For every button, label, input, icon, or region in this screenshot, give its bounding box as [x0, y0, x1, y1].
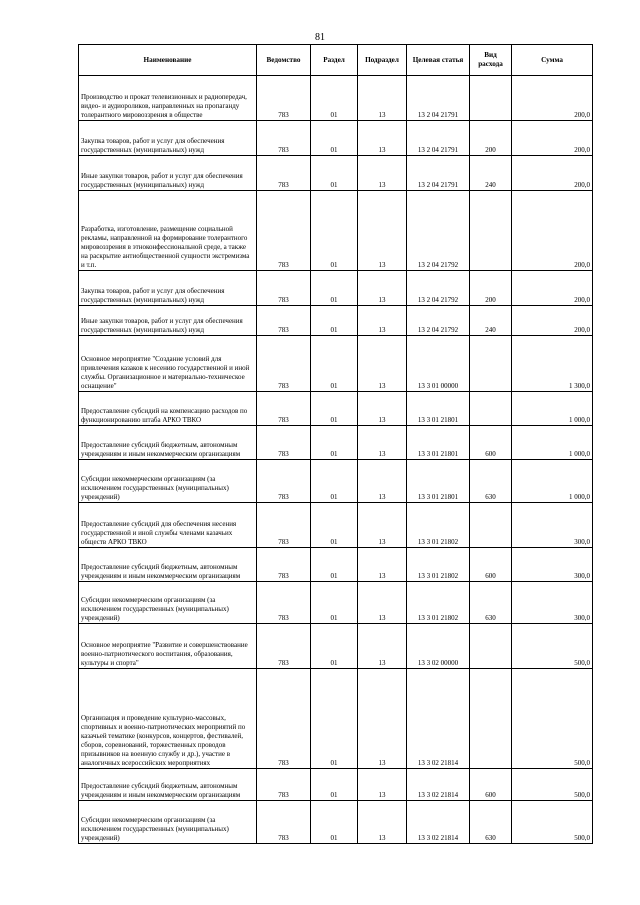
row-subsection: 13: [358, 156, 407, 191]
row-section: 01: [311, 306, 358, 336]
table-row: [79, 121, 593, 156]
row-sum: 500,0: [512, 669, 593, 769]
row-expense-kind: 240: [470, 156, 512, 191]
table-row: [79, 191, 593, 271]
row-sum: 200,0: [512, 76, 593, 121]
row-target-article: 13 2 04 21791: [407, 121, 470, 156]
row-target-article: 13 2 04 21792: [407, 271, 470, 306]
row-expense-kind: [470, 392, 512, 426]
row-name: Предоставление субсидий для обеспечения несения государственной и иной службы членами казачьих обществ АРКО ТВКО: [79, 503, 257, 548]
row-section: 01: [311, 426, 358, 460]
table-row: [79, 271, 593, 306]
table-row: [79, 801, 593, 844]
row-sum: 200,0: [512, 306, 593, 336]
table-row: [79, 76, 593, 121]
row-name: Организация и проведение культурно-массовых, спортивных и военно-патриотических мероприятий по казачьей тематике (конкурсов, концертов, фестивалей, сборов, соревнований, торжественных проводов призывников на военную службу и др.), участие в аналогичных всероссийских мероприятиях: [79, 669, 257, 769]
row-sum: 500,0: [512, 801, 593, 844]
row-target-article: 13 3 01 21801: [407, 460, 470, 503]
row-target-article: 13 2 04 21792: [407, 191, 470, 271]
col-header-subsection: Подраздел: [358, 45, 407, 76]
row-expense-kind: 600: [470, 548, 512, 582]
row-subsection: 13: [358, 392, 407, 426]
row-target-article: 13 3 02 21814: [407, 769, 470, 801]
row-sum: 200,0: [512, 271, 593, 306]
row-subsection: 13: [358, 426, 407, 460]
table-row: [79, 669, 593, 769]
row-subsection: 13: [358, 76, 407, 121]
row-expense-kind: 600: [470, 769, 512, 801]
row-department: 783: [257, 460, 311, 503]
row-subsection: 13: [358, 669, 407, 769]
row-subsection: 13: [358, 336, 407, 392]
row-section: 01: [311, 669, 358, 769]
row-target-article: 13 3 01 00000: [407, 336, 470, 392]
row-department: 783: [257, 392, 311, 426]
row-name: Закупка товаров, работ и услуг для обеспечения государственных (муниципальных) нужд: [79, 121, 257, 156]
row-subsection: 13: [358, 191, 407, 271]
row-section: 01: [311, 121, 358, 156]
row-target-article: 13 3 01 21801: [407, 426, 470, 460]
row-name: Иные закупки товаров, работ и услуг для обеспечения государственных (муниципальных) нужд: [79, 306, 257, 336]
row-section: 01: [311, 392, 358, 426]
row-expense-kind: 600: [470, 426, 512, 460]
row-section: 01: [311, 548, 358, 582]
row-target-article: 13 2 04 21791: [407, 156, 470, 191]
row-subsection: 13: [358, 769, 407, 801]
table-row: [79, 503, 593, 548]
row-section: 01: [311, 801, 358, 844]
row-department: 783: [257, 271, 311, 306]
row-sum: 300,0: [512, 503, 593, 548]
row-department: 783: [257, 548, 311, 582]
row-expense-kind: [470, 76, 512, 121]
row-department: 783: [257, 624, 311, 669]
row-section: 01: [311, 336, 358, 392]
row-expense-kind: 200: [470, 271, 512, 306]
row-expense-kind: 630: [470, 460, 512, 503]
row-sum: 1 000,0: [512, 426, 593, 460]
col-header-expense-kind: Вид расхода: [470, 45, 512, 76]
row-expense-kind: 630: [470, 582, 512, 624]
row-section: 01: [311, 271, 358, 306]
row-target-article: 13 3 01 21802: [407, 582, 470, 624]
col-header-section: Раздел: [311, 45, 358, 76]
row-target-article: 13 2 04 21792: [407, 306, 470, 336]
row-department: 783: [257, 336, 311, 392]
row-expense-kind: [470, 669, 512, 769]
row-section: 01: [311, 582, 358, 624]
row-sum: 1 300,0: [512, 336, 593, 392]
row-section: 01: [311, 460, 358, 503]
row-expense-kind: 630: [470, 801, 512, 844]
row-sum: 300,0: [512, 582, 593, 624]
row-department: 783: [257, 426, 311, 460]
row-sum: 1 000,0: [512, 392, 593, 426]
row-expense-kind: [470, 191, 512, 271]
row-name: Субсидии некоммерческим организациям (за исключением государственных (муниципальных) учреждений): [79, 801, 257, 844]
row-expense-kind: 200: [470, 121, 512, 156]
row-subsection: 13: [358, 271, 407, 306]
row-section: 01: [311, 156, 358, 191]
col-header-department: Ведомство: [257, 45, 311, 76]
row-department: 783: [257, 582, 311, 624]
col-header-sum: Сумма: [512, 45, 593, 76]
row-sum: 500,0: [512, 769, 593, 801]
row-name: Субсидии некоммерческим организациям (за исключением государственных (муниципальных) учреждений): [79, 460, 257, 503]
table-row: [79, 156, 593, 191]
row-name: Предоставление субсидий на компенсацию расходов по функционированию штаба АРКО ТВКО: [79, 392, 257, 426]
row-subsection: 13: [358, 121, 407, 156]
row-department: 783: [257, 769, 311, 801]
budget-table: [78, 44, 593, 844]
row-department: 783: [257, 191, 311, 271]
row-sum: 300,0: [512, 548, 593, 582]
table-row: [79, 624, 593, 669]
table-row: [79, 769, 593, 801]
table-row: [79, 392, 593, 426]
row-name: Закупка товаров, работ и услуг для обеспечения государственных (муниципальных) нужд: [79, 271, 257, 306]
row-section: 01: [311, 76, 358, 121]
table-row: [79, 548, 593, 582]
row-sum: 200,0: [512, 156, 593, 191]
row-department: 783: [257, 76, 311, 121]
table-row: [79, 460, 593, 503]
row-department: 783: [257, 801, 311, 844]
col-header-target-article: Целевая статья: [407, 45, 470, 76]
row-subsection: 13: [358, 582, 407, 624]
row-target-article: 13 3 02 00000: [407, 624, 470, 669]
row-target-article: 13 3 02 21814: [407, 801, 470, 844]
row-subsection: 13: [358, 801, 407, 844]
row-subsection: 13: [358, 503, 407, 548]
row-section: 01: [311, 503, 358, 548]
row-name: Производство и прокат телевизионных и радиопередач, видео- и аудиороликов, направленных на пропаганду толерантного мировоззрения в обществе: [79, 76, 257, 121]
row-name: Предоставление субсидий бюджетным, автономным учреждениям и иным некоммерческим организациям: [79, 426, 257, 460]
row-name: Предоставление субсидий бюджетным, автономным учреждениям и иным некоммерческим организациям: [79, 769, 257, 801]
row-sum: 200,0: [512, 191, 593, 271]
row-sum: 200,0: [512, 121, 593, 156]
table-row: [79, 306, 593, 336]
row-target-article: 13 3 02 21814: [407, 669, 470, 769]
page-number: 81: [315, 32, 325, 43]
row-subsection: 13: [358, 548, 407, 582]
row-expense-kind: [470, 503, 512, 548]
row-name: Иные закупки товаров, работ и услуг для обеспечения государственных (муниципальных) нужд: [79, 156, 257, 191]
row-section: 01: [311, 624, 358, 669]
row-target-article: 13 3 01 21802: [407, 503, 470, 548]
row-expense-kind: [470, 336, 512, 392]
row-sum: 500,0: [512, 624, 593, 669]
table-row: [79, 582, 593, 624]
row-department: 783: [257, 306, 311, 336]
table-row: [79, 336, 593, 392]
row-name: Разработка, изготовление, размещение социальной рекламы, направленной на формирование толерантного мировоззрения в этноконфессиональной среде, а также на раскрытие антиобщественной сущности экстремизма и т.п.: [79, 191, 257, 271]
row-department: 783: [257, 156, 311, 191]
row-subsection: 13: [358, 624, 407, 669]
table-row: [79, 426, 593, 460]
row-expense-kind: [470, 624, 512, 669]
row-name: Предоставление субсидий бюджетным, автономным учреждениям и иным некоммерческим организациям: [79, 548, 257, 582]
row-expense-kind: 240: [470, 306, 512, 336]
row-sum: 1 000,0: [512, 460, 593, 503]
table-header-row: [79, 45, 593, 76]
row-target-article: 13 3 01 21802: [407, 548, 470, 582]
row-department: 783: [257, 503, 311, 548]
row-section: 01: [311, 191, 358, 271]
row-target-article: 13 3 01 21801: [407, 392, 470, 426]
row-subsection: 13: [358, 306, 407, 336]
col-header-name: Наименование: [79, 45, 257, 76]
row-department: 783: [257, 669, 311, 769]
row-subsection: 13: [358, 460, 407, 503]
row-name: Основное мероприятие "Создание условий для привлечения казаков к несению государственной и иной службы. Организационное и материально-техническое оснащение": [79, 336, 257, 392]
row-name: Субсидии некоммерческим организациям (за исключением государственных (муниципальных) учреждений): [79, 582, 257, 624]
row-name: Основное мероприятие "Развитие и совершенствование военно-патриотического воспитания, образования, культуры и спорта": [79, 624, 257, 669]
row-target-article: 13 2 04 21791: [407, 76, 470, 121]
row-department: 783: [257, 121, 311, 156]
row-section: 01: [311, 769, 358, 801]
